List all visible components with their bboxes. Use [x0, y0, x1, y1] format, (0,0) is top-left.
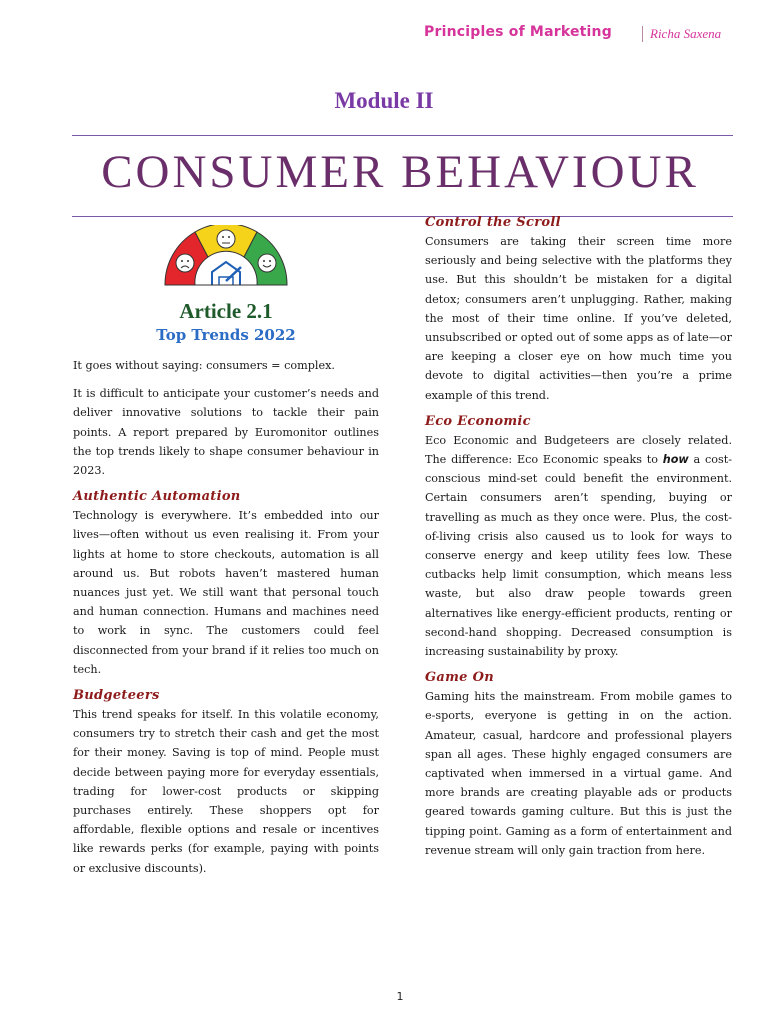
section-body-budgeteers: This trend speaks for itself. In this volatile economy, consumers try to stretch their cash and get the most for their money. Saving is top of mind. People must decide between paying more for everyday essentials, trading for lower-cost products or skipping purchases entirely. These shoppers opt for affordable, flexible options and resale or incentives like rewards perks (for example, paying with points or exclusive discounts). [73, 708, 379, 875]
satisfaction-gauge-icon [163, 225, 289, 287]
right-column [425, 215, 732, 860]
eco-emphasis: how [662, 453, 689, 467]
section-body-eco-economic [425, 431, 732, 661]
running-header-title: Principles of Marketing [424, 24, 612, 40]
eco-text-after: a cost-conscious mind-set could benefit the environment. Certain consumers aren’t spending, buying or travelling as much as they once were. Plus, the cost-of-living crisis also caused us to look for ways to conserve energy and keep utility fees low. These cutbacks help limit consumption, which means less waste, but also draw people towards green alternatives like energy-efficient products, renting or second-hand shopping. Decreased consumption is increasing sustainability by proxy. [425, 453, 732, 659]
section-body-game-on: Gaming hits the mainstream. From mobile games to e-sports, everyone is getting in on the action. Amateur, casual, hardcore and professional players span all ages. These highly engaged consumers are captivated when immersed in a virtual game. And more brands are creating playable ads or products geared towards gaming culture. But this is just the tipping point. Gaming as a form of entertainment and revenue stream will only gain traction from here. [425, 690, 732, 857]
article-subtitle: Top Trends 2022 [156, 326, 296, 344]
article-number: Article 2.1 [179, 299, 273, 323]
module-label: Module II [334, 88, 434, 113]
intro-paragraph: It is difficult to anticipate your customer’s needs and deliver innovative solutions to tackle their pain points. A report prepared by Euromonitor outlines the top trends likely to shape consumer behaviour in 2023. [73, 387, 379, 478]
title-rule-top [72, 135, 733, 136]
header-divider [642, 26, 643, 42]
section-heading-authentic-automation: Authentic Automation [73, 489, 241, 505]
section-body-control-the-scroll: Consumers are taking their screen time more seriously and being selective with the platforms they use. But this shouldn’t be mistaken for a digital detox; consumers aren’t unplugging. Rather, making the most of their time online. If you’ve deleted, unsubscribed or opted out of some apps as of late—or are keeping a closer eye on how much time you devote to digital activities—then you’re a prime example of this trend. [425, 235, 732, 402]
eco-text-before: Eco Economic and Budgeteers are closely related. The difference: Eco Economic speaks to [425, 433, 732, 467]
running-header-author: Richa Saxena [650, 26, 722, 41]
section-heading-game-on: Game On [425, 670, 494, 686]
page-title: CONSUMER BEHAVIOUR [101, 146, 699, 198]
section-body-authentic-automation: Technology is everywhere. It’s embedded into our lives—often without us even realising it. From your lights at home to store checkouts, automation is all around us. But robots haven’t mastered human nuances just yet. We still want that personal touch and human connection. Humans and machines need to work in sync. The customers could feel disconnected from your brand if it relies too much on tech. [73, 509, 379, 676]
section-heading-eco-economic: Eco Economic [425, 413, 531, 429]
section-heading-control-the-scroll: Control the Scroll [425, 215, 561, 230]
intro-line: It goes without saying: consumers = complex. [73, 359, 335, 372]
page-number: 1 [396, 990, 404, 1003]
section-heading-budgeteers: Budgeteers [73, 688, 160, 704]
left-column [73, 225, 379, 878]
